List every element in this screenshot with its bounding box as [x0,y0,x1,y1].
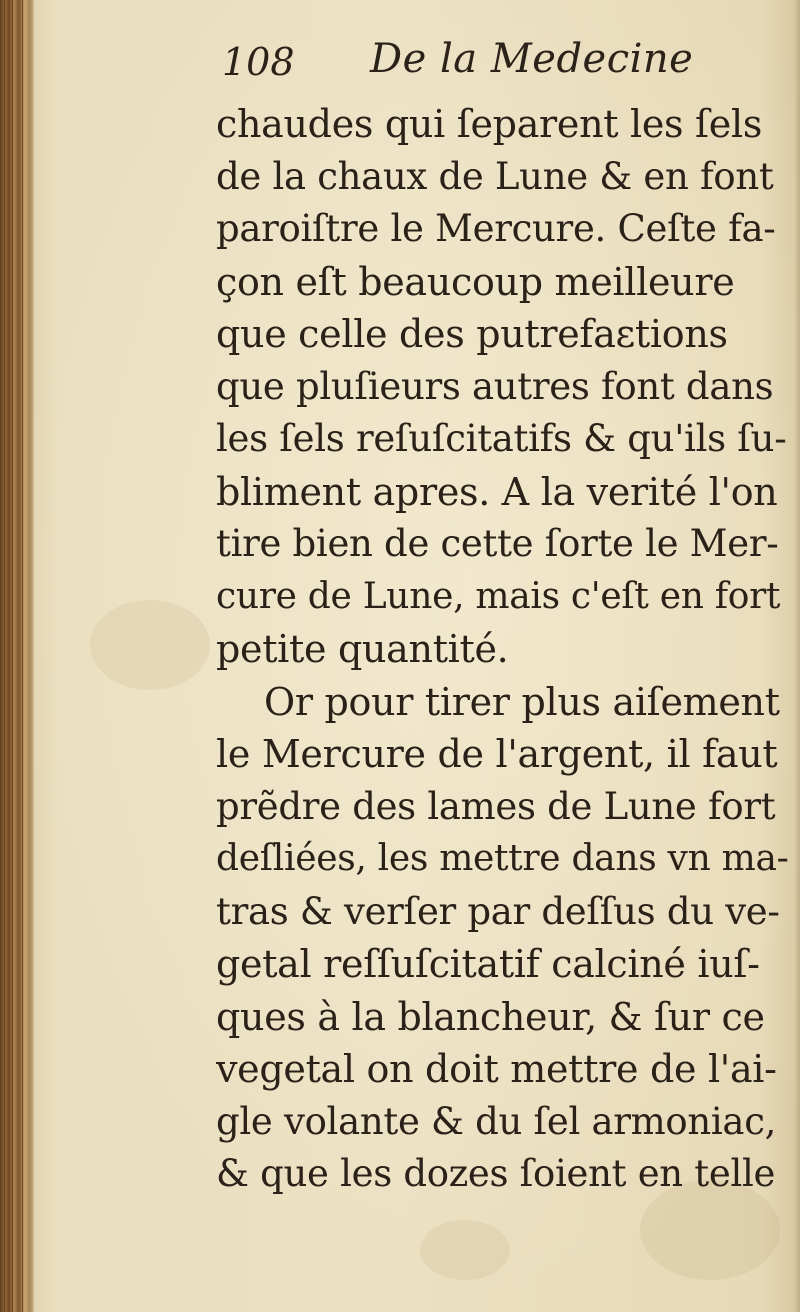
text-line: deſliées, les mettre dans vn ma- [216,838,788,879]
paper-stain [420,1220,510,1280]
text-line: les ſels reſuſcitatifs & qu'ils ſu- [216,417,787,460]
text-line: cure de Lune, mais c'eſt en fort [216,575,781,617]
text-line: ques à la blancheur, & ſur ce [216,994,765,1039]
page-header [222,36,742,100]
text-line: que celle des putrefaɛtions [216,312,728,356]
binding-crease [4,0,5,1312]
text-line: prẽdre des lames de Lune fort [216,784,776,828]
binding-crease [22,0,23,1312]
text-line: tras & verſer par deſſus du ve- [216,889,780,933]
binding-crease [12,0,13,1312]
text-line: bliment apres. A la verité l'on [216,469,778,514]
book-binding [0,0,34,1312]
text-line: vegetal on doit mettre de l'ai- [216,1047,777,1091]
text-line: tire bien de cette ſorte le Mer- [216,522,779,565]
text-line: getal reſſuſcitatif calciné iuſ- [216,942,760,986]
page-edge [794,0,800,1312]
text-line: & que les dozes ſoient en telle [216,1152,776,1195]
paragraph-start-line: Or pour tirer plus aiſement [264,679,780,724]
body-text [216,98,788,1201]
text-line: çon eſt beaucoup meilleure [216,259,735,304]
text-line: de la chaux de Lune & en font [216,154,774,198]
text-line: que pluſieurs autres font dans [216,364,774,408]
text-line: paroiſtre le Mercure. Ceſte fa- [216,207,776,250]
text-line: gle volante & du ſel armoniac, [216,1099,777,1143]
page-number: 108 [222,40,295,84]
paper-stain [90,600,210,690]
running-title: De la Medecine [370,36,694,82]
text-line: chaudes qui ſeparent les ſels [216,102,763,146]
text-line: petite quantité. [216,627,509,671]
text-line: le Mercure de l'argent, il faut [216,732,778,776]
